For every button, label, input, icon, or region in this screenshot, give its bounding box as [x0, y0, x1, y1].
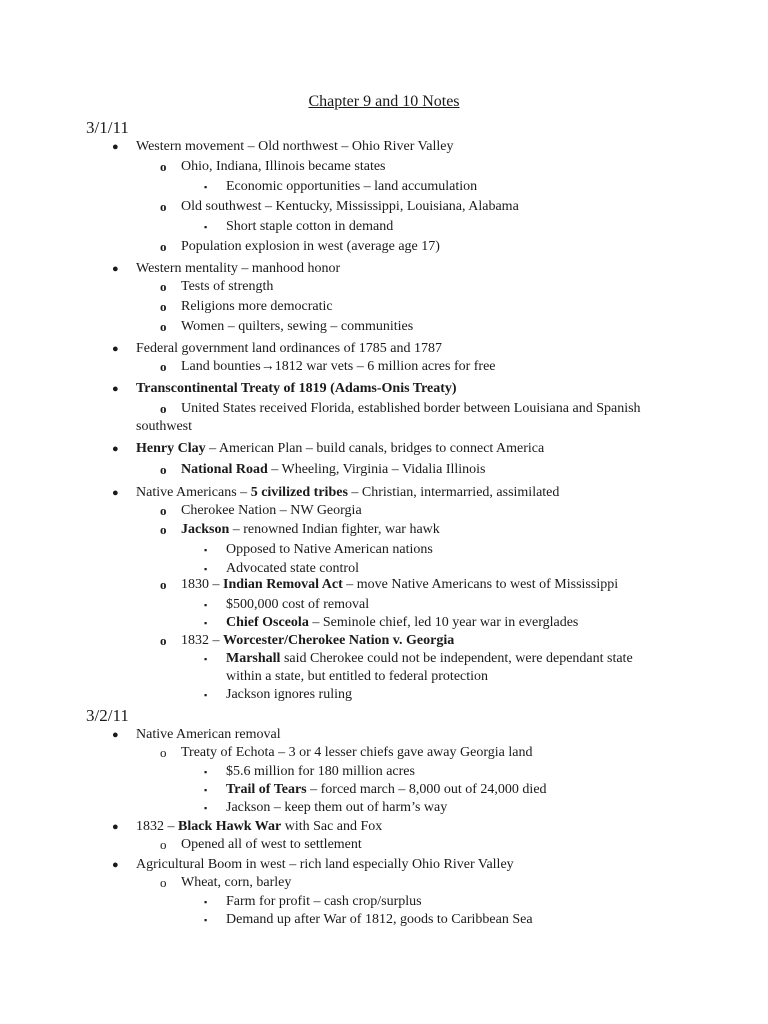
- note-text: – Christian, intermarried, assimilated: [347, 485, 560, 500]
- note-line-level-2: [181, 278, 273, 296]
- note-text: Ohio, Indiana, Illinois became states: [181, 159, 386, 174]
- circle-bullet-icon: o: [160, 633, 167, 648]
- circle-bullet-icon: o: [160, 401, 167, 416]
- square-bullet-icon: ▪: [204, 222, 208, 232]
- square-bullet-icon: ▪: [204, 182, 208, 192]
- note-text: $5.6 million for 180 million acres: [226, 764, 415, 779]
- note-line-level-2: [181, 400, 641, 418]
- square-bullet-icon: ▪: [204, 545, 208, 555]
- note-text: Treaty of Echota – 3 or 4 lesser chiefs gave away Georgia land: [181, 745, 533, 760]
- bold-term: Marshall: [226, 651, 281, 666]
- circle-bullet-icon: o: [160, 319, 167, 334]
- note-text: 1832 –: [181, 633, 223, 648]
- bold-term: National Road: [181, 462, 268, 477]
- bold-term: Worcester/Cherokee Nation v. Georgia: [223, 633, 455, 648]
- note-line-level-1: [136, 856, 514, 874]
- bullet-icon: ●: [112, 859, 119, 871]
- bullet-icon: ●: [112, 729, 119, 741]
- note-line-level-2: [181, 744, 532, 762]
- note-text: Old southwest – Kentucky, Mississippi, Louisiana, Alabama: [181, 199, 519, 214]
- section-date: 3/1/11: [86, 118, 129, 137]
- note-line-level-2: [181, 576, 618, 594]
- circle-bullet-icon: o: [160, 279, 167, 294]
- bullet-icon: ●: [112, 141, 119, 153]
- bullet-icon: ●: [112, 383, 119, 395]
- square-bullet-icon: ▪: [204, 897, 208, 907]
- note-text: – renowned Indian fighter, war hawk: [229, 522, 440, 537]
- note-text: Native American removal: [136, 727, 281, 742]
- note-text: with Sac and Fox: [281, 819, 383, 834]
- circle-bullet-icon: o: [160, 837, 167, 852]
- note-text: United States received Florida, established border between Louisiana and Spanish: [181, 401, 641, 416]
- note-line-level-3: [226, 218, 393, 236]
- square-bullet-icon: ▪: [204, 564, 208, 574]
- square-bullet-icon: ▪: [204, 767, 208, 777]
- note-text: Economic opportunities – land accumulation: [226, 179, 478, 194]
- note-text: Agricultural Boom in west – rich land especially Ohio River Valley: [136, 857, 514, 872]
- circle-bullet-icon: o: [160, 159, 167, 174]
- circle-bullet-icon: o: [160, 359, 167, 374]
- note-text: southwest: [136, 419, 192, 434]
- note-text: Short staple cotton in demand: [226, 219, 394, 234]
- note-text: Land bounties→1812 war vets – 6 million acres for free: [181, 359, 496, 374]
- circle-bullet-icon: o: [160, 577, 167, 592]
- square-bullet-icon: ▪: [204, 915, 208, 925]
- bullet-icon: ●: [112, 821, 119, 833]
- note-text: $500,000 cost of removal: [226, 597, 370, 612]
- note-text: Religions more democratic: [181, 299, 333, 314]
- note-line-level-2: [181, 836, 362, 854]
- note-line-level-2: [181, 632, 454, 650]
- square-bullet-icon: ▪: [204, 654, 208, 664]
- note-line-level-3: [226, 911, 533, 929]
- note-text: Jackson – keep them out of harm’s way: [226, 800, 448, 815]
- note-line-level-2: [181, 158, 386, 176]
- note-line-level-3: [226, 541, 433, 559]
- note-line-level-2: [181, 198, 519, 216]
- bullet-icon: ●: [112, 487, 119, 499]
- note-line-level-2: [181, 318, 413, 336]
- note-text: Western mentality – manhood honor: [136, 261, 341, 276]
- note-text: Cherokee Nation – NW Georgia: [181, 503, 362, 518]
- circle-bullet-icon: o: [160, 503, 167, 518]
- circle-bullet-icon: o: [160, 462, 167, 477]
- note-line-level-1: [136, 818, 382, 836]
- circle-bullet-icon: o: [160, 522, 167, 537]
- circle-bullet-icon: o: [160, 745, 167, 760]
- square-bullet-icon: ▪: [204, 803, 208, 813]
- note-line-level-3: [226, 650, 633, 668]
- square-bullet-icon: ▪: [204, 600, 208, 610]
- note-text: – American Plan – build canals, bridges to connect America: [205, 441, 545, 456]
- bullet-icon: ●: [112, 263, 119, 275]
- bullet-icon: ●: [112, 343, 119, 355]
- note-line-level-2: [181, 521, 440, 539]
- note-line-level-1: [136, 380, 457, 398]
- note-line-level-3: [226, 596, 369, 614]
- note-text: Jackson ignores ruling: [226, 687, 352, 702]
- note-line-level-2: [181, 461, 486, 479]
- note-text: Native Americans –: [136, 485, 251, 500]
- note-text: – move Native Americans to west of Mississippi: [342, 577, 619, 592]
- note-text: Advocated state control: [226, 561, 359, 576]
- note-text: Farm for profit – cash crop/surplus: [226, 894, 422, 909]
- note-line-level-2: [181, 238, 440, 256]
- note-line-level-1: [136, 340, 442, 358]
- bold-term: Trail of Tears: [226, 782, 307, 797]
- note-line-level-3: [226, 799, 447, 817]
- note-line-level-3: [226, 763, 415, 781]
- note-text: Wheat, corn, barley: [181, 875, 292, 890]
- note-text: said Cherokee could not be independent, were dependant state: [280, 651, 633, 666]
- circle-bullet-icon: o: [160, 239, 167, 254]
- note-text: within a state, but entitled to federal protection: [226, 669, 489, 684]
- note-line-level-1: [136, 440, 544, 458]
- note-line-level-3: [226, 686, 352, 704]
- note-text: Demand up after War of 1812, goods to Caribbean Sea: [226, 912, 533, 927]
- square-bullet-icon: ▪: [204, 690, 208, 700]
- section-date: 3/2/11: [86, 706, 129, 725]
- note-text: – Wheeling, Virginia – Vidalia Illinois: [267, 462, 486, 477]
- note-text: Tests of strength: [181, 279, 274, 294]
- note-line-level-3: [226, 893, 422, 911]
- note-line-level-1: [136, 260, 340, 278]
- circle-bullet-icon: o: [160, 875, 167, 890]
- page-title: Chapter 9 and 10 Notes: [308, 93, 460, 110]
- note-text: Opened all of west to settlement: [181, 837, 362, 852]
- note-line-level-4: [226, 668, 488, 686]
- circle-bullet-icon: o: [160, 299, 167, 314]
- circle-bullet-icon: o: [160, 199, 167, 214]
- bold-term: Black Hawk War: [178, 819, 282, 834]
- note-text: Western movement – Old northwest – Ohio River Valley: [136, 139, 454, 154]
- bold-term: Indian Removal Act: [223, 577, 343, 592]
- note-line-level-2: [181, 502, 362, 520]
- note-text: Women – quilters, sewing – communities: [181, 319, 414, 334]
- note-text: – Seminole chief, led 10 year war in everglades: [308, 615, 579, 630]
- note-line-level-1: [136, 484, 559, 502]
- note-text: Population explosion in west (average age 17): [181, 239, 440, 254]
- note-line-level-1: [136, 138, 453, 156]
- note-line-level-3: [226, 614, 578, 632]
- note-line-level-3: [226, 178, 477, 196]
- bold-term: Henry Clay: [136, 441, 206, 456]
- note-text: 1832 –: [136, 819, 178, 834]
- bold-term: Transcontinental Treaty of 1819 (Adams-Onis Treaty): [136, 381, 457, 396]
- bold-term: Jackson: [181, 522, 230, 537]
- note-text: 1830 –: [181, 577, 223, 592]
- note-line-level-2: [181, 298, 333, 316]
- bold-term: Chief Osceola: [226, 615, 309, 630]
- square-bullet-icon: ▪: [204, 618, 208, 628]
- note-text: – forced march – 8,000 out of 24,000 died: [306, 782, 547, 797]
- bullet-icon: ●: [112, 443, 119, 455]
- bold-term: 5 civilized tribes: [250, 485, 348, 500]
- note-line-level-2: [181, 874, 291, 892]
- note-text: Federal government land ordinances of 1785 and 1787: [136, 341, 442, 356]
- note-line-level-0: [136, 418, 192, 436]
- note-line-level-1: [136, 726, 281, 744]
- note-line-level-2: [181, 358, 496, 376]
- square-bullet-icon: ▪: [204, 785, 208, 795]
- note-text: Opposed to Native American nations: [226, 542, 433, 557]
- note-line-level-3: [226, 781, 547, 799]
